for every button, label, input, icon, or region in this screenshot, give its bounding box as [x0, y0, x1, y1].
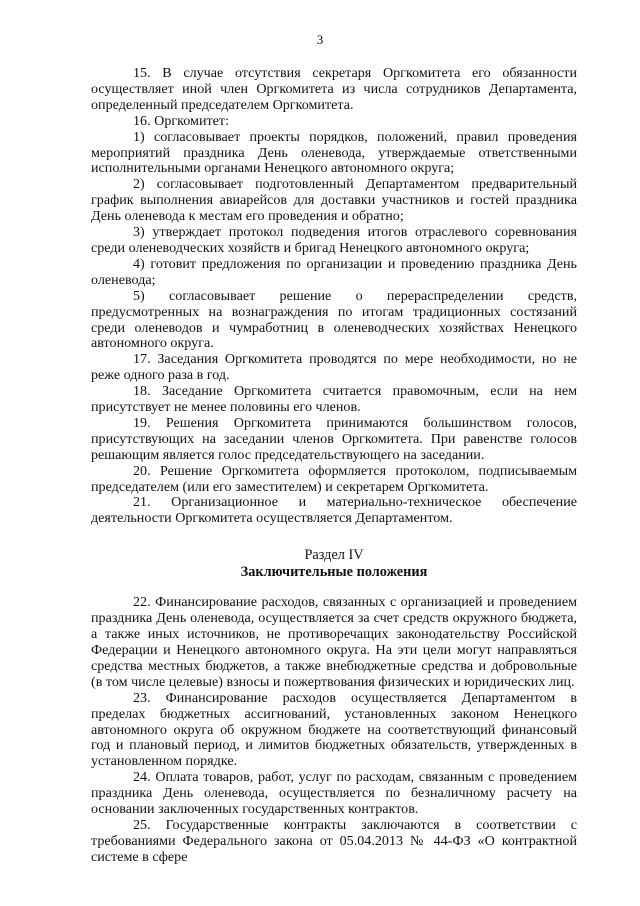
paragraph-19: 19. Решения Оргкомитета принимаются большинством голосов, присутствующих на заседании членов Оргкомитета. При равенстве голосов решающим является голос председательствующего на заседании. — [91, 414, 577, 463]
paragraph-17: 17. Заседания Оргкомитета проводятся по мере необходимости, но не реже одного раза в год. — [91, 351, 577, 384]
document-body — [91, 66, 577, 866]
paragraph-16-item-5: 5) согласовывает решение о перераспределении средств, предусмотренных на вознаграждения по итогам традиционных состязаний среди оленеводов и чумработниц в оленеводческих хозяйствах Ненецкого автономного округа. — [91, 287, 577, 352]
paragraph-23: 23. Финансирование расходов осуществляется Департаментом в пределах бюджетных ассигнований, установленных законом Ненецкого автономного округа об окружном бюджете на соответствующий финансовый год и плановый период, и лимитов бюджетных обязательств, утвержденных в установленном порядке. — [91, 689, 577, 770]
paragraph-16-item-3: 3) утверждает протокол подведения итогов отраслевого соревнования среди оленеводческих хозяйств и бригад Ненецкого автономного округа; — [91, 224, 577, 256]
paragraph-21: 21. Организационное и материально-техническое обеспечение деятельности Оргкомитета осуществляется Департаментом. — [91, 494, 577, 527]
paragraph-15: 15. В случае отсутствия секретаря Оргкомитета его обязанности осуществляет иной член Оргкомитета из числа сотрудников Департамента, определенный председателем Оргкомитета. — [91, 65, 577, 113]
paragraph-16-item-2: 2) согласовывает подготовленный Департаментом предварительный график выполнения авиарейсов для доставки участников и гостей праздника День оленевода к местам его проведения и обратно; — [91, 176, 577, 225]
paragraph-20: 20. Решение Оргкомитета оформляется протоколом, подписываемым председателем (или его заместителем) и секретарем Оргкомитета. — [91, 462, 577, 495]
section-number: Раздел IV — [304, 547, 364, 564]
page-number: 3 — [316, 32, 324, 47]
section-title: Заключительные положения — [240, 564, 428, 581]
paragraph-16: 16. Оргкомитет: — [133, 112, 230, 129]
paragraph-24: 24. Оплата товаров, работ, услуг по расходам, связанным с проведением праздника День оленевода, осуществляется по безналичному расчету на основании заключенных государственных контрактов. — [91, 769, 577, 818]
paragraph-18: 18. Заседание Оргкомитета считается правомочным, если на нем присутствует не менее половины его членов. — [91, 383, 577, 416]
paragraph-22: 22. Финансирование расходов, связанных с организацией и проведением праздника День оленевода, осуществляется за счет средств окружного бюджета, а также иных источников, не противоречащих законодательству Российской Федерации и Ненецкого автономного округа. На эти цели могут направляться средства местных бюджетов, а также внебюджетные средства и добровольные (в том числе целевые) взносы и пожертвования физических и юридических лиц. — [91, 594, 577, 690]
heading-spacer — [91, 581, 577, 595]
paragraph-16-item-4: 4) готовит предложения по организации и проведению праздника День оленевода; — [91, 255, 577, 288]
paragraph-25: 25. Государственные контракты заключаются в соответствии с требованиями Федерального закона от 05.04.2013 № 44-ФЗ «О контрактной системе в сфере — [91, 816, 577, 865]
paragraph-16-item-1: 1) согласовывает проекты порядков, положений, правил проведения мероприятий праздника День оленевода, утверждаемые ответственными исполнительными органами Ненецкого автономного округа; — [91, 128, 577, 177]
section-spacer — [91, 527, 577, 547]
